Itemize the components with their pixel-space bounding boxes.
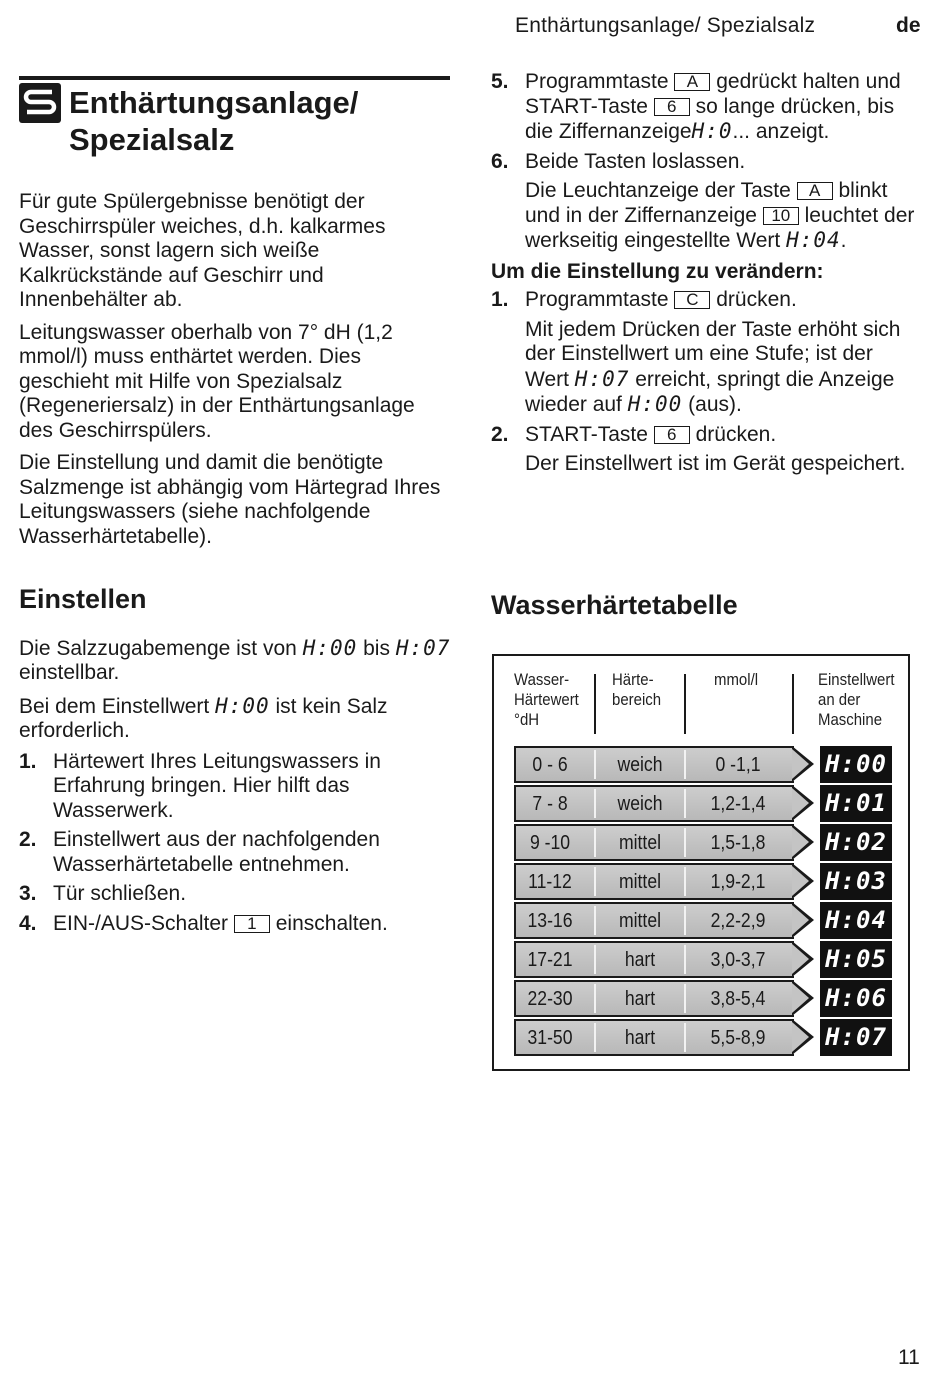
step-text: Tür schließen. bbox=[53, 882, 187, 905]
step-item bbox=[491, 70, 921, 145]
page-number: 11 bbox=[898, 1346, 920, 1369]
cell-dh: 13-16 bbox=[527, 910, 573, 932]
display-value: H:0 bbox=[691, 119, 733, 143]
text: bis bbox=[363, 636, 390, 660]
cell-separator bbox=[594, 945, 596, 974]
cell-setting-display: H:00 bbox=[820, 746, 892, 783]
key-symbol: 6 bbox=[654, 426, 690, 444]
cell-mmol: 1,2-1,4 bbox=[710, 793, 766, 815]
intro-paragraph-3: Die Einstellung und damit die benötigte Salzmenge ist abhängig vom Härtegrad Ihres Leitungswassers (siehe nachfolgende Wasserhärtetabelle). bbox=[19, 451, 441, 548]
cell-range: weich bbox=[617, 754, 663, 776]
table-row bbox=[514, 980, 887, 1017]
display-value: H:07 bbox=[574, 366, 630, 391]
display-value: H:04 bbox=[786, 228, 841, 252]
einstellen-steps bbox=[19, 750, 454, 937]
row-arrow-fill bbox=[792, 749, 809, 779]
row-arrow-fill bbox=[792, 983, 809, 1013]
display-value: H:00 bbox=[627, 392, 683, 416]
step-text: EIN-/AUS-Schalter bbox=[53, 911, 229, 935]
intro-paragraph-2: Leitungswasser oberhalb von 7° dH (1,2 mmol/l) muss enthärtet werden. Dies geschieht mit Hilfe von Spezialsalz (Regeneriersalz) in der Enthärtungsanlage des Geschirrspülers. bbox=[19, 320, 415, 442]
cell-mmol: 5,5-8,9 bbox=[710, 1027, 766, 1049]
cell-setting-display: H:03 bbox=[820, 863, 892, 900]
cell-separator bbox=[684, 1023, 686, 1052]
no-salt-paragraph bbox=[19, 694, 454, 744]
column-divider bbox=[684, 674, 686, 734]
key-symbol: C bbox=[674, 291, 710, 309]
table-row bbox=[514, 902, 887, 939]
table-heading: Wasserhärtetabelle bbox=[491, 590, 738, 620]
step-text: so lange drücken, bis die Ziffernanzeige bbox=[525, 94, 895, 143]
column-divider bbox=[792, 674, 794, 734]
cell-mmol: 1,5-1,8 bbox=[710, 832, 766, 854]
page-title bbox=[69, 80, 450, 158]
cell-mmol: 1,9-2,1 bbox=[710, 871, 766, 893]
step-detail bbox=[525, 318, 921, 418]
cell-mmol: 3,0-3,7 bbox=[710, 949, 766, 971]
water-hardness-table bbox=[492, 654, 910, 1071]
step-number: 6. bbox=[491, 149, 509, 173]
cell-range: hart bbox=[624, 988, 656, 1010]
column-divider bbox=[594, 674, 596, 734]
row-arrow-fill bbox=[792, 944, 809, 974]
step-text: Beide Tasten loslassen. bbox=[525, 149, 746, 173]
text: einstellbar. bbox=[19, 661, 120, 684]
row-arrow-fill bbox=[792, 1022, 809, 1052]
text: Die Leuchtanzeige der Taste bbox=[525, 179, 791, 202]
cell-dh: 17-21 bbox=[527, 949, 573, 971]
step-number: 2. bbox=[491, 422, 509, 446]
cell-separator bbox=[684, 906, 686, 935]
step-text: gedrückt halten und START-Taste bbox=[525, 70, 901, 118]
step-text: drücken. bbox=[695, 422, 777, 446]
step-number: 3. bbox=[19, 882, 37, 905]
text: Die Salzzugabemenge ist von bbox=[19, 636, 297, 660]
step-number: 4. bbox=[19, 911, 37, 935]
cell-range: mittel bbox=[618, 832, 662, 854]
row-arrow-fill bbox=[792, 905, 809, 935]
steps-continued bbox=[491, 70, 921, 254]
cell-dh: 11-12 bbox=[528, 871, 572, 893]
cell-separator bbox=[684, 750, 686, 779]
intro-paragraph-1: Für gute Spülergebnisse benötigt der Geschirrspüler weiches, d.h. kalkarmes Wasser, sonst lagern sich weiße Kalkrückstände auf Geschirr und Innenbehälter ab. bbox=[19, 190, 386, 311]
table-row bbox=[514, 863, 887, 900]
text: erreicht, springt die Anzeige wieder auf bbox=[525, 367, 895, 416]
display-value: H:07 bbox=[395, 635, 451, 660]
column-header-mmol: mmol/l bbox=[714, 670, 759, 689]
text: (aus). bbox=[688, 393, 742, 416]
cell-dh: 31-50 bbox=[527, 1027, 573, 1049]
key-symbol: A bbox=[674, 73, 710, 91]
column-header-dh: Wasser- Härtewert °dH bbox=[514, 670, 579, 729]
cell-mmol: 0 -1,1 bbox=[715, 754, 761, 776]
text: . bbox=[840, 229, 847, 252]
column-header-setting: Einstellwert an der Maschine bbox=[818, 670, 895, 729]
step-item bbox=[491, 150, 921, 254]
step-number: 1. bbox=[491, 288, 509, 311]
text: blinkt und in der Ziffernanzeige bbox=[525, 179, 888, 227]
change-setting-heading: Um die Einstellung zu verändern: bbox=[491, 259, 824, 283]
step-detail bbox=[525, 179, 921, 254]
cell-separator bbox=[594, 867, 596, 896]
key-symbol: 6 bbox=[654, 98, 690, 116]
cell-separator bbox=[684, 945, 686, 974]
step-item bbox=[19, 750, 454, 824]
text: Bei dem Einstellwert bbox=[19, 694, 210, 718]
step-detail: Der Einstellwert ist im Gerät gespeichert. bbox=[525, 452, 906, 475]
cell-range: mittel bbox=[618, 871, 662, 893]
display-value: H:00 bbox=[302, 635, 358, 660]
key-symbol: 10 bbox=[763, 207, 799, 225]
title-line-1: Enthärtungsanlage/ bbox=[69, 85, 359, 120]
step-text: ... anzeigt. bbox=[732, 120, 830, 143]
cell-range: mittel bbox=[618, 910, 662, 932]
step-text: Härtewert Ihres Leitungswassers in Erfahrung bringen. Hier hilft das Wasserwerk. bbox=[53, 749, 381, 822]
right-column bbox=[491, 70, 921, 482]
table-row bbox=[514, 1019, 887, 1056]
cell-separator bbox=[594, 828, 596, 857]
running-header: Enthärtungsanlage/ Spezialsalz bbox=[515, 14, 816, 37]
cell-setting-display: H:01 bbox=[820, 785, 892, 822]
cell-dh: 22-30 bbox=[527, 988, 573, 1010]
cell-separator bbox=[594, 984, 596, 1013]
cell-range: hart bbox=[624, 949, 656, 971]
step-text: START-Taste bbox=[525, 422, 648, 446]
section-title-block bbox=[19, 76, 450, 158]
step-number: 5. bbox=[491, 70, 509, 93]
table-row bbox=[514, 785, 887, 822]
cell-separator bbox=[594, 789, 596, 818]
cell-setting-display: H:04 bbox=[820, 902, 892, 939]
cell-separator bbox=[594, 1023, 596, 1052]
cell-setting-display: H:02 bbox=[820, 824, 892, 861]
table-row bbox=[514, 941, 887, 978]
cell-separator bbox=[594, 906, 596, 935]
table-row bbox=[514, 746, 887, 783]
step-text: Einstellwert aus der nachfolgenden Wasserhärtetabelle entnehmen. bbox=[53, 828, 380, 876]
step-text: einschalten. bbox=[275, 911, 388, 935]
key-symbol: 1 bbox=[234, 915, 270, 933]
cell-mmol: 2,2-2,9 bbox=[710, 910, 766, 932]
cell-setting-display: H:06 bbox=[820, 980, 892, 1017]
title-line-2: Spezialsalz bbox=[69, 122, 235, 157]
change-steps bbox=[491, 288, 921, 477]
cell-mmol: 3,8-5,4 bbox=[710, 988, 766, 1010]
language-code: de bbox=[896, 14, 921, 37]
text: Mit jedem Drücken der Taste erhöht sich der Einstellwert um eine Stufe; ist der Wert bbox=[525, 317, 901, 391]
row-arrow-fill bbox=[792, 827, 809, 857]
cell-separator bbox=[684, 789, 686, 818]
row-arrow-fill bbox=[792, 788, 809, 818]
step-text: Programmtaste bbox=[525, 288, 669, 311]
cell-dh: 9 -10 bbox=[529, 832, 571, 854]
step-text: Programmtaste bbox=[525, 70, 669, 93]
left-column bbox=[19, 76, 454, 941]
cell-separator bbox=[684, 867, 686, 896]
einstellen-heading: Einstellen bbox=[19, 584, 147, 614]
cell-separator bbox=[684, 984, 686, 1013]
cell-dh: 0 - 6 bbox=[532, 754, 568, 776]
cell-separator bbox=[594, 750, 596, 779]
step-item bbox=[19, 828, 454, 877]
table-row bbox=[514, 824, 887, 861]
cell-separator bbox=[684, 828, 686, 857]
cell-setting-display: H:05 bbox=[820, 941, 892, 978]
step-item bbox=[491, 288, 921, 418]
cell-dh: 7 - 8 bbox=[532, 793, 568, 815]
salt-symbol-icon bbox=[19, 83, 61, 123]
step-number: 1. bbox=[19, 749, 37, 773]
salt-range-paragraph bbox=[19, 636, 454, 686]
row-arrow-fill bbox=[792, 866, 809, 896]
display-value: H:00 bbox=[215, 693, 270, 718]
step-number: 2. bbox=[19, 828, 37, 851]
step-text: drücken. bbox=[716, 288, 797, 311]
text: ist kein Salz erforderlich. bbox=[19, 694, 388, 742]
step-item bbox=[491, 423, 921, 477]
step-item bbox=[19, 882, 454, 907]
cell-setting-display: H:07 bbox=[820, 1019, 892, 1056]
key-symbol: A bbox=[797, 182, 833, 200]
cell-range: hart bbox=[624, 1027, 656, 1049]
cell-range: weich bbox=[617, 793, 663, 815]
text: leuchtet der werkseitig eingestellte Wert bbox=[525, 203, 915, 252]
step-item bbox=[19, 912, 454, 937]
column-header-range: Härte- bereich bbox=[612, 670, 662, 709]
